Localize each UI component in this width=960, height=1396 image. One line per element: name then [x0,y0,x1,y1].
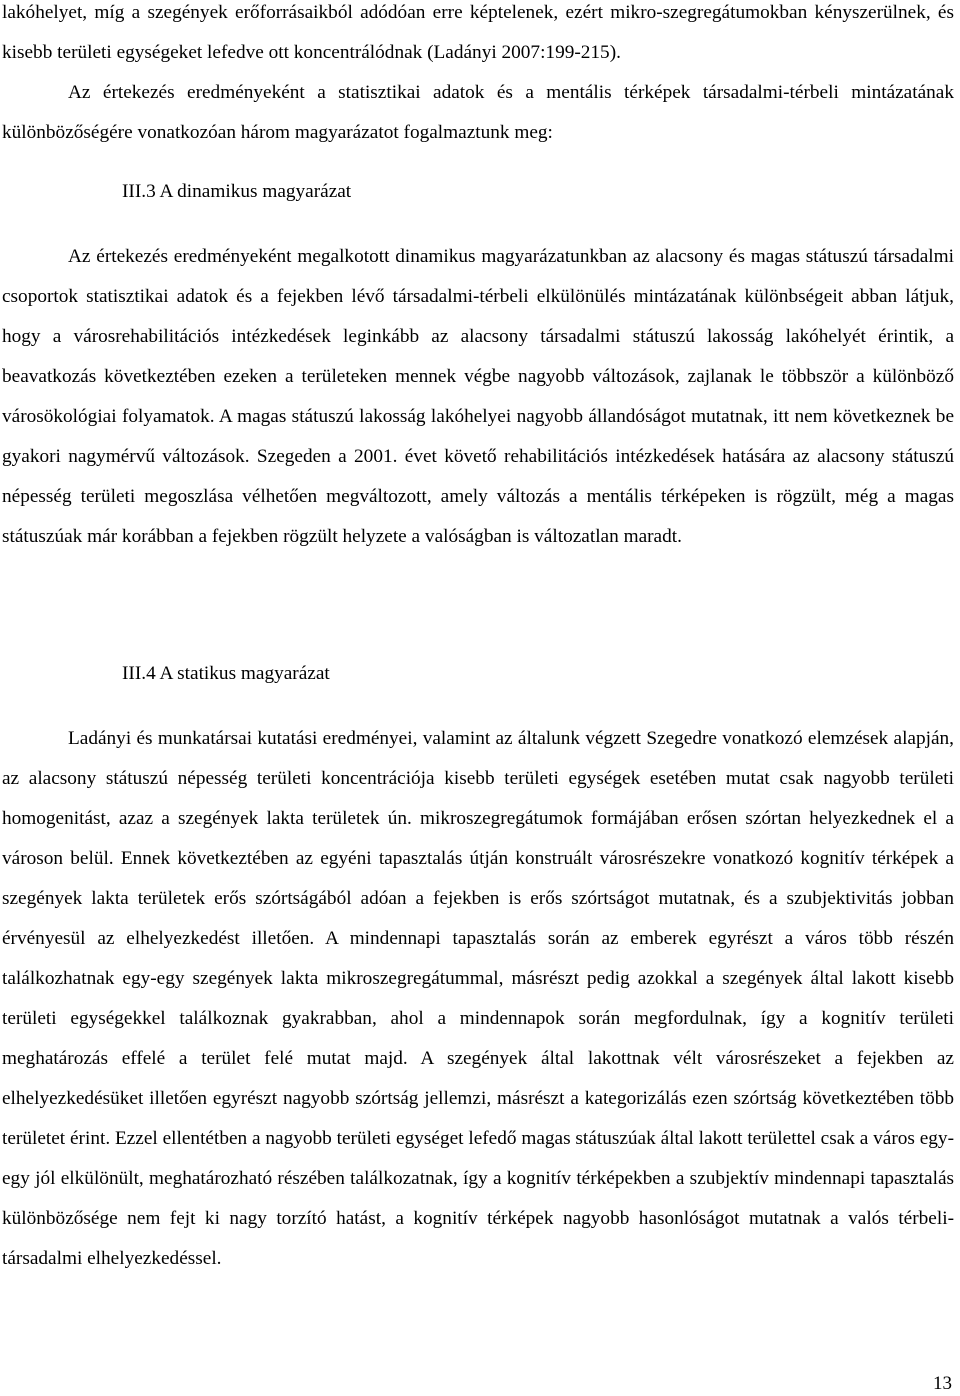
page-number: 13 [933,1373,952,1394]
section-heading-3: III.3 A dinamikus magyarázat [122,181,352,202]
section-4-paragraph: Ladányi és munkatársai kutatási eredményei, valamint az általunk végzett Szegedre vonatkozó elemzések alapján, az alacsony státuszú népesség területi koncentrációja kisebb területi egységek esetében mutat csak nagyobb területi homogenitást, azaz a szegények lakta területek ún. mikroszegregátumok formájában erősen szórtan helyezkednek el a városon belül. Ennek következtében az egyéni tapasztalás útján konstruált városrészekre vonatkozó kognitív térképek a szegények lakta területek erős szórtságából adóan a fejekben is erős szórtságot mutatnak, és a szubjektivitás jobban érvényesül az elhelyezkedést illetően. A mindennapi tapasztalás során az emberek egyrészt a város több részén találkozhatnak egy-egy szegények lakta mikroszegregátummal, másrészt pedig azokkal a szegények által lakott kisebb területi egységekkel találkoznak gyakrabban, ahol a mindennapok során megfordulnak, így a kognitív területi meghatározás effelé a terület felé mutat majd. A szegények által lakottnak vélt városrészeket a fejekben az elhelyezkedésüket illetően egyrészt nagyobb szórtság jellemzi, másrészt a kategorizálás ezen szórtság következtében több területet érint. Ezzel ellentétben a nagyobb területi egységet lefedő magas státuszúak által lakott területtel csak a város egy-egy jól elkülönült, meghatározható részében találkozatnak, így a kognitív térképekben a szubjektív mindennapi tapasztalás különbözősége nem fejt ki nagy torzító hatást, a kognitív térképek nagyobb hasonlóságot mutatnak a valós térbeli-társadalmi elhelyezkedéssel. [2,728,954,1269]
section-3-paragraph: Az értekezés eredményeként megalkotott dinamikus magyarázatunkban az alacsony és magas státuszú társadalmi csoportok statisztikai adatok és a fejekben lévő társadalmi-térbeli elkülönülés mintázatának különbségeit abban látjuk, hogy a városrehabilitációs intézkedések leginkább az alacsony társadalmi státuszú lakosság lakóhelyét érintik, a beavatkozás következtében ezeken a területeken mennek végbe nagyobb változások, zajlanak le többször a különböző városökológiai folyamatok. A magas státuszú lakosság lakóhelyei nagyobb állandóságot mutatnak, itt nem következnek be gyakori nagymérvű változások. Szegeden a 2001. évet követő rehabilitációs intézkedések hatására az alacsony státuszú népesség területi megoszlása vélhetően megváltozott, amely változás a mentális térképeken is rögzült, még a magas státuszúak már korábban a fejekben rögzült helyzete a valóságban is változatlan maradt. [2,246,954,547]
intro-paragraph-1: lakóhelyet, míg a szegények erőforrásaikból adódóan erre képtelenek, ezért mikro-szegregátumokban kényszerülnek, és kisebb területi egységeket lefedve ott koncentrálódnak (Ladányi 2007:199-215). [2,2,954,63]
section-heading-4: III.4 A statikus magyarázat [122,663,330,684]
intro-paragraph-2: Az értekezés eredményeként a statisztikai adatok és a mentális térképek társadalmi-térbeli mintázatának különbözőségére vonatkozóan három magyarázatot fogalmaztunk meg: [2,82,954,143]
